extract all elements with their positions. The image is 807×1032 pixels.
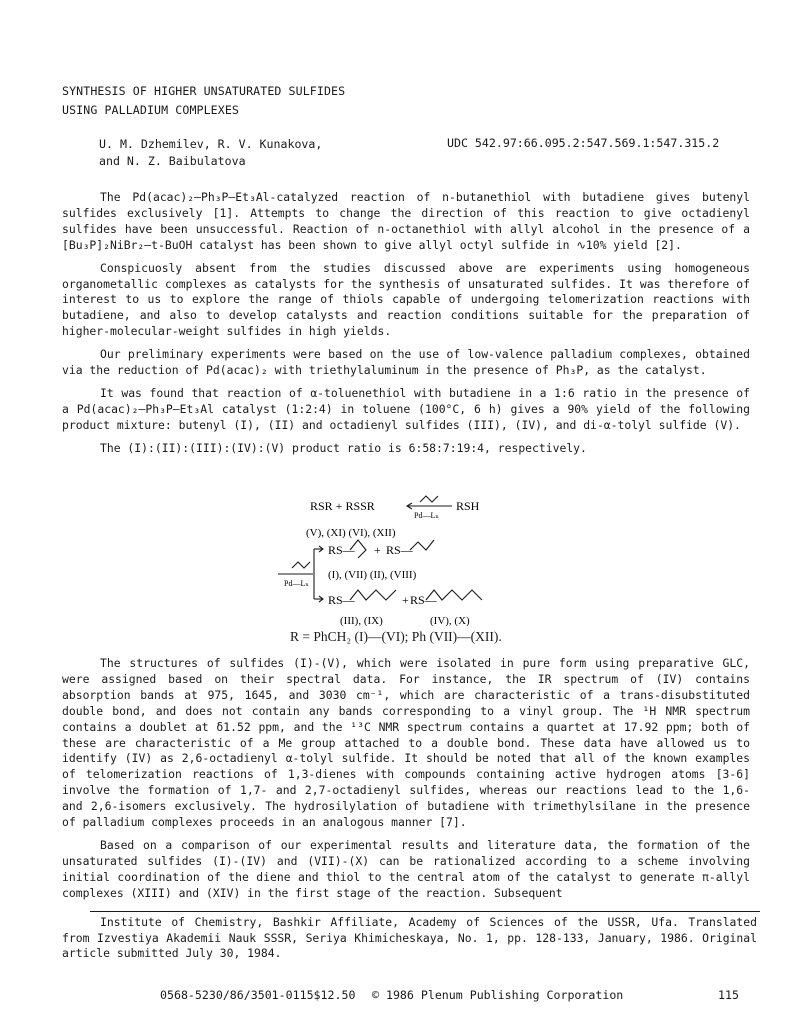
- copyright-notice: © 1986 Plenum Publishing Corporation: [372, 988, 624, 1002]
- page-number: 115: [718, 988, 739, 1002]
- rs-group-IV: RS—: [410, 593, 437, 607]
- paragraph-4: It was found that reaction of α-toluenethiol with butadiene in a 1:6 ratio in the presence of a Pd(acac)₂—Ph₃P—Et₃Al catalyst (1:2:4) in toluene (100°C, 6 h) gives a 90% yield of the following product mixture: butenyl (I), (II) and octadienyl sulfides (III), (IV), and di-α-tolyl sulfide (V).: [62, 385, 750, 432]
- rs-group-II: RS—: [386, 543, 413, 557]
- octadienyl-chain-III: [350, 590, 396, 600]
- plus-sign-lower: +: [402, 593, 409, 607]
- footnote-rule: [90, 911, 760, 912]
- article-title-line-2: USING PALLADIUM COMPLEXES: [62, 103, 240, 117]
- product-ratio: The (I):(II):(III):(IV):(V) product ratio is 6:58:7:19:4, respectively.: [100, 440, 587, 455]
- paragraph-1: The Pd(acac)₂—Ph₃P—Et₃Al-catalyzed reaction of n-butanethiol with butadiene gives butenyl sulfides exclusively [1]. Attempts to change the direction of this reaction to give octadienyl sulfides have been unsuccessful. Reaction of n-octanethiol with allyl alcohol in the presence of a [Bu₃P]₂NiBr₂—t-BuOH catalyst has been shown to give allyl octyl sulfide in ∿10% yield [2].: [62, 190, 750, 252]
- paragraph-2: Conspicuosly absent from the studies discussed above are experiments using homogeneous organometallic complexes as catalysts for the synthesis of unsaturated sulfides. It was therefore of interest to us to explore the range of thiols capable of undergoing telomerization reactions with butadiene, and also to develop catalysts and reaction conditions suitable for the preparation of higher-molecular-weight sulfides in high yields.: [62, 260, 750, 339]
- butadiene-structure-main: [292, 562, 310, 568]
- paragraph-6: Based on a comparison of our experimental results and literature data, the formation of the unsaturated sulfides (I)-(IV) and (VII)-(X) can be rationalized according to a scheme involving initial coordination of the diene and thiol to the central atom of the catalyst to generate π-allyl complexes (XIII) and (XIV) in the first stage of the reaction. Subsequent: [62, 837, 750, 900]
- r-group-definition: R = PhCH₂ (I)—(VI); Ph (VII)—(XII).: [290, 629, 502, 644]
- article-code: 0568-5230/86/3501-0115$12.50: [160, 988, 356, 1002]
- body-text-lower: [62, 656, 750, 909]
- plus-sign-upper: +: [374, 543, 381, 557]
- compound-labels-top: (V), (XI) (VI), (XII): [306, 527, 396, 539]
- authors-line-1: U. M. Dzhemilev, R. V. Kunakova,: [99, 137, 323, 151]
- rs-group-I: RS—: [328, 543, 355, 557]
- thiol-label: RSH: [456, 499, 480, 513]
- byproducts-label: RSR + RSSR: [310, 499, 375, 513]
- compound-label-III: (III), (IX): [340, 615, 383, 627]
- paragraph-3: Our preliminary experiments were based on the use of low-valence palladium complexes, obtained via the reduction of Pd(acac)₂ with triethylaluminum in the presence of Ph₃P, as the catalyst.: [62, 347, 750, 378]
- butenyl-chain-II: [410, 540, 434, 550]
- butadiene-structure-top: [420, 496, 438, 502]
- footnote: [62, 915, 757, 962]
- compound-labels-mid: (I), (VII) (II), (VIII): [328, 569, 417, 581]
- compound-label-IV: (IV), (X): [430, 615, 470, 627]
- body-text-upper: [62, 190, 750, 464]
- article-title-line-1: SYNTHESIS OF HIGHER UNSATURATED SULFIDES: [62, 84, 346, 98]
- catalyst-label-main: Pd—Lₙ: [284, 579, 309, 588]
- authors-line-2: and N. Z. Baibulatova: [99, 154, 246, 168]
- catalyst-label-top: Pd—Lₙ: [414, 511, 439, 520]
- rs-group-III: RS—: [328, 593, 355, 607]
- reaction-scheme-drawing: [250, 494, 550, 629]
- authors: [99, 136, 322, 170]
- footnote-text: Institute of Chemistry, Bashkir Affiliate, Academy of Sciences of the USSR, Ufa. Translated from Izvestiya Akademii Nauk SSSR, Seriya Khimicheskaya, No. 1, pp. 128-133, January, 1986. Original article submitted July 30, 1984.: [62, 915, 757, 960]
- paragraph-5: The structures of sulfides (I)-(V), which were isolated in pure form using preparative GLC, were assigned based on their spectral data. For instance, the IR spectrum of (IV) contains absorption bands at 975, 1645, and 3030 cm⁻¹, which are characteristic of a trans-disubstituted double bond, and does not contain any bands corresponding to a vinyl group. The ¹H NMR spectrum contains a doublet at δ1.52 ppm, and the ¹³C NMR spectrum contains a quartet at 17.92 ppm; both of these are characteristic of a Me group attached to a double bond. These data have allowed us to identify (IV) as 2,6-octadienyl α-tolyl sulfide. It should be noted that all of the known examples of telomerization reactions of 1,3-dienes with compounds containing active hydrogen atoms [3-6] involve the formation of 1,7- and 2,7-octadienyl sulfides, whereas our reactions lead to the 1,6- and 2,6-isomers exclusively. The hydrosilylation of butadiene with trimethylsilane in the presence of palladium complexes proceeds in an analogous manner [7].: [62, 656, 750, 830]
- udc-code: UDC 542.97:66.095.2:547.569.1:547.315.2: [447, 136, 720, 150]
